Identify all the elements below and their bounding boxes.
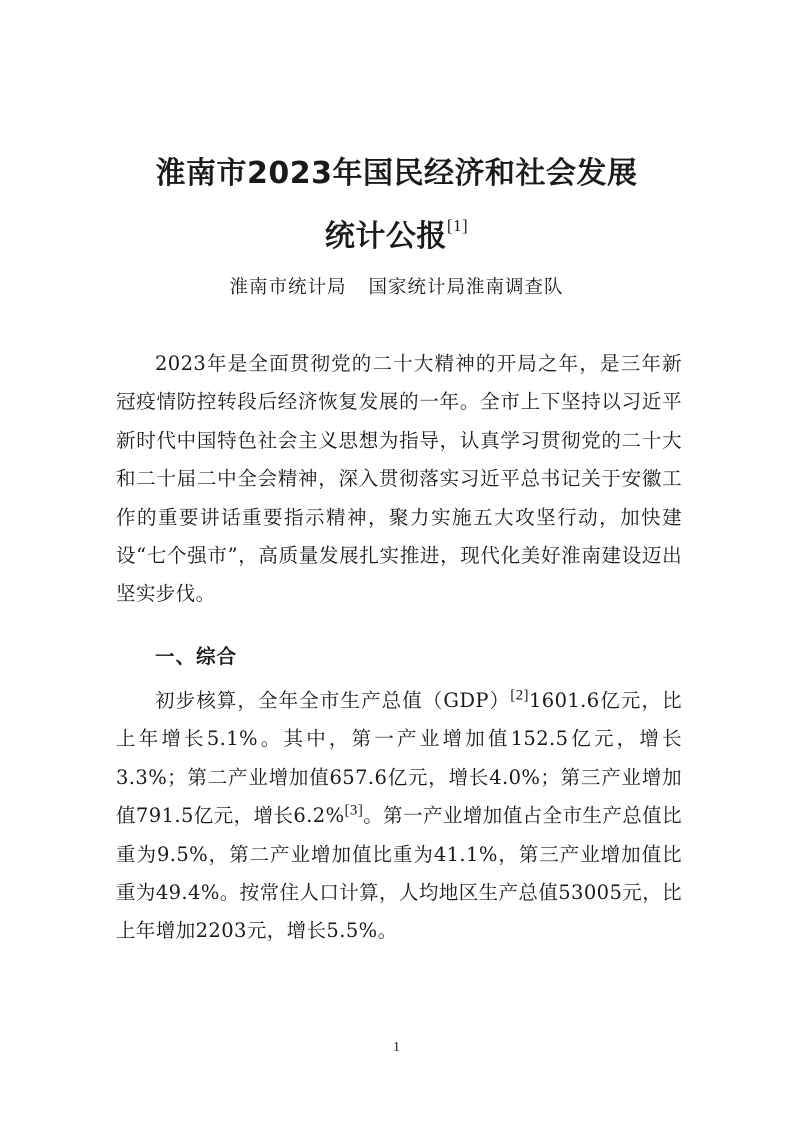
title-line2-text: 统计公报 — [324, 219, 447, 254]
overview-text-part2: 1601.6亿元，比上年增长5.1%。其中，第一产业增加值152.5亿元，增长3.3%；第二产业增加值657.6亿元，增长4.0%；第三产业增加值791.5亿元，增长6.2% — [116, 689, 682, 828]
title-line1-text: 淮南市2023年国民经济和社会发展 — [155, 156, 638, 191]
section-overview-paragraph — [116, 682, 682, 951]
document-title-line2 — [0, 211, 793, 255]
title-footnote-ref[interactable]: [1] — [446, 216, 469, 235]
overview-text-part1: 初步核算，全年全市生产总值（GDP） — [155, 689, 511, 712]
footnote-ref-3[interactable]: [3] — [344, 802, 364, 819]
author-statistics-bureau: 淮南市统计局 — [229, 277, 347, 298]
intro-paragraph: 2023年是全面贯彻党的二十大精神的开局之年，是三年新冠疫情防控转段后经济恢复发展的一年。全市上下坚持以习近平新时代中国特色社会主义思想为指导，认真学习贯彻党的二十大和二十届二中全会精神，深入贯彻落实习近平总书记关于安徽工作的重要讲话重要指示精神，聚力实施五大攻坚行动，加快建设“七个强市”，高质量发展扎实推进，现代化美好淮南建设迈出坚实步伐。 — [116, 352, 682, 606]
document-authors — [0, 273, 793, 299]
author-survey-team: 国家统计局淮南调查队 — [368, 277, 564, 298]
document-title-line1 — [0, 148, 793, 192]
page-number: 1 — [393, 1040, 400, 1055]
section-heading-overview: 一、综合 — [155, 645, 238, 668]
footnote-ref-2[interactable]: [2] — [510, 687, 529, 704]
overview-text-part3: 。第一产业增加值占全市生产总值比重为9.5%，第二产业增加值比重为41.1%，第三产业增加值比重为49.4%。按常住人口计算，人均地区生产总值53005元，比上年增加2203元，增长5.5%。 — [116, 804, 682, 943]
